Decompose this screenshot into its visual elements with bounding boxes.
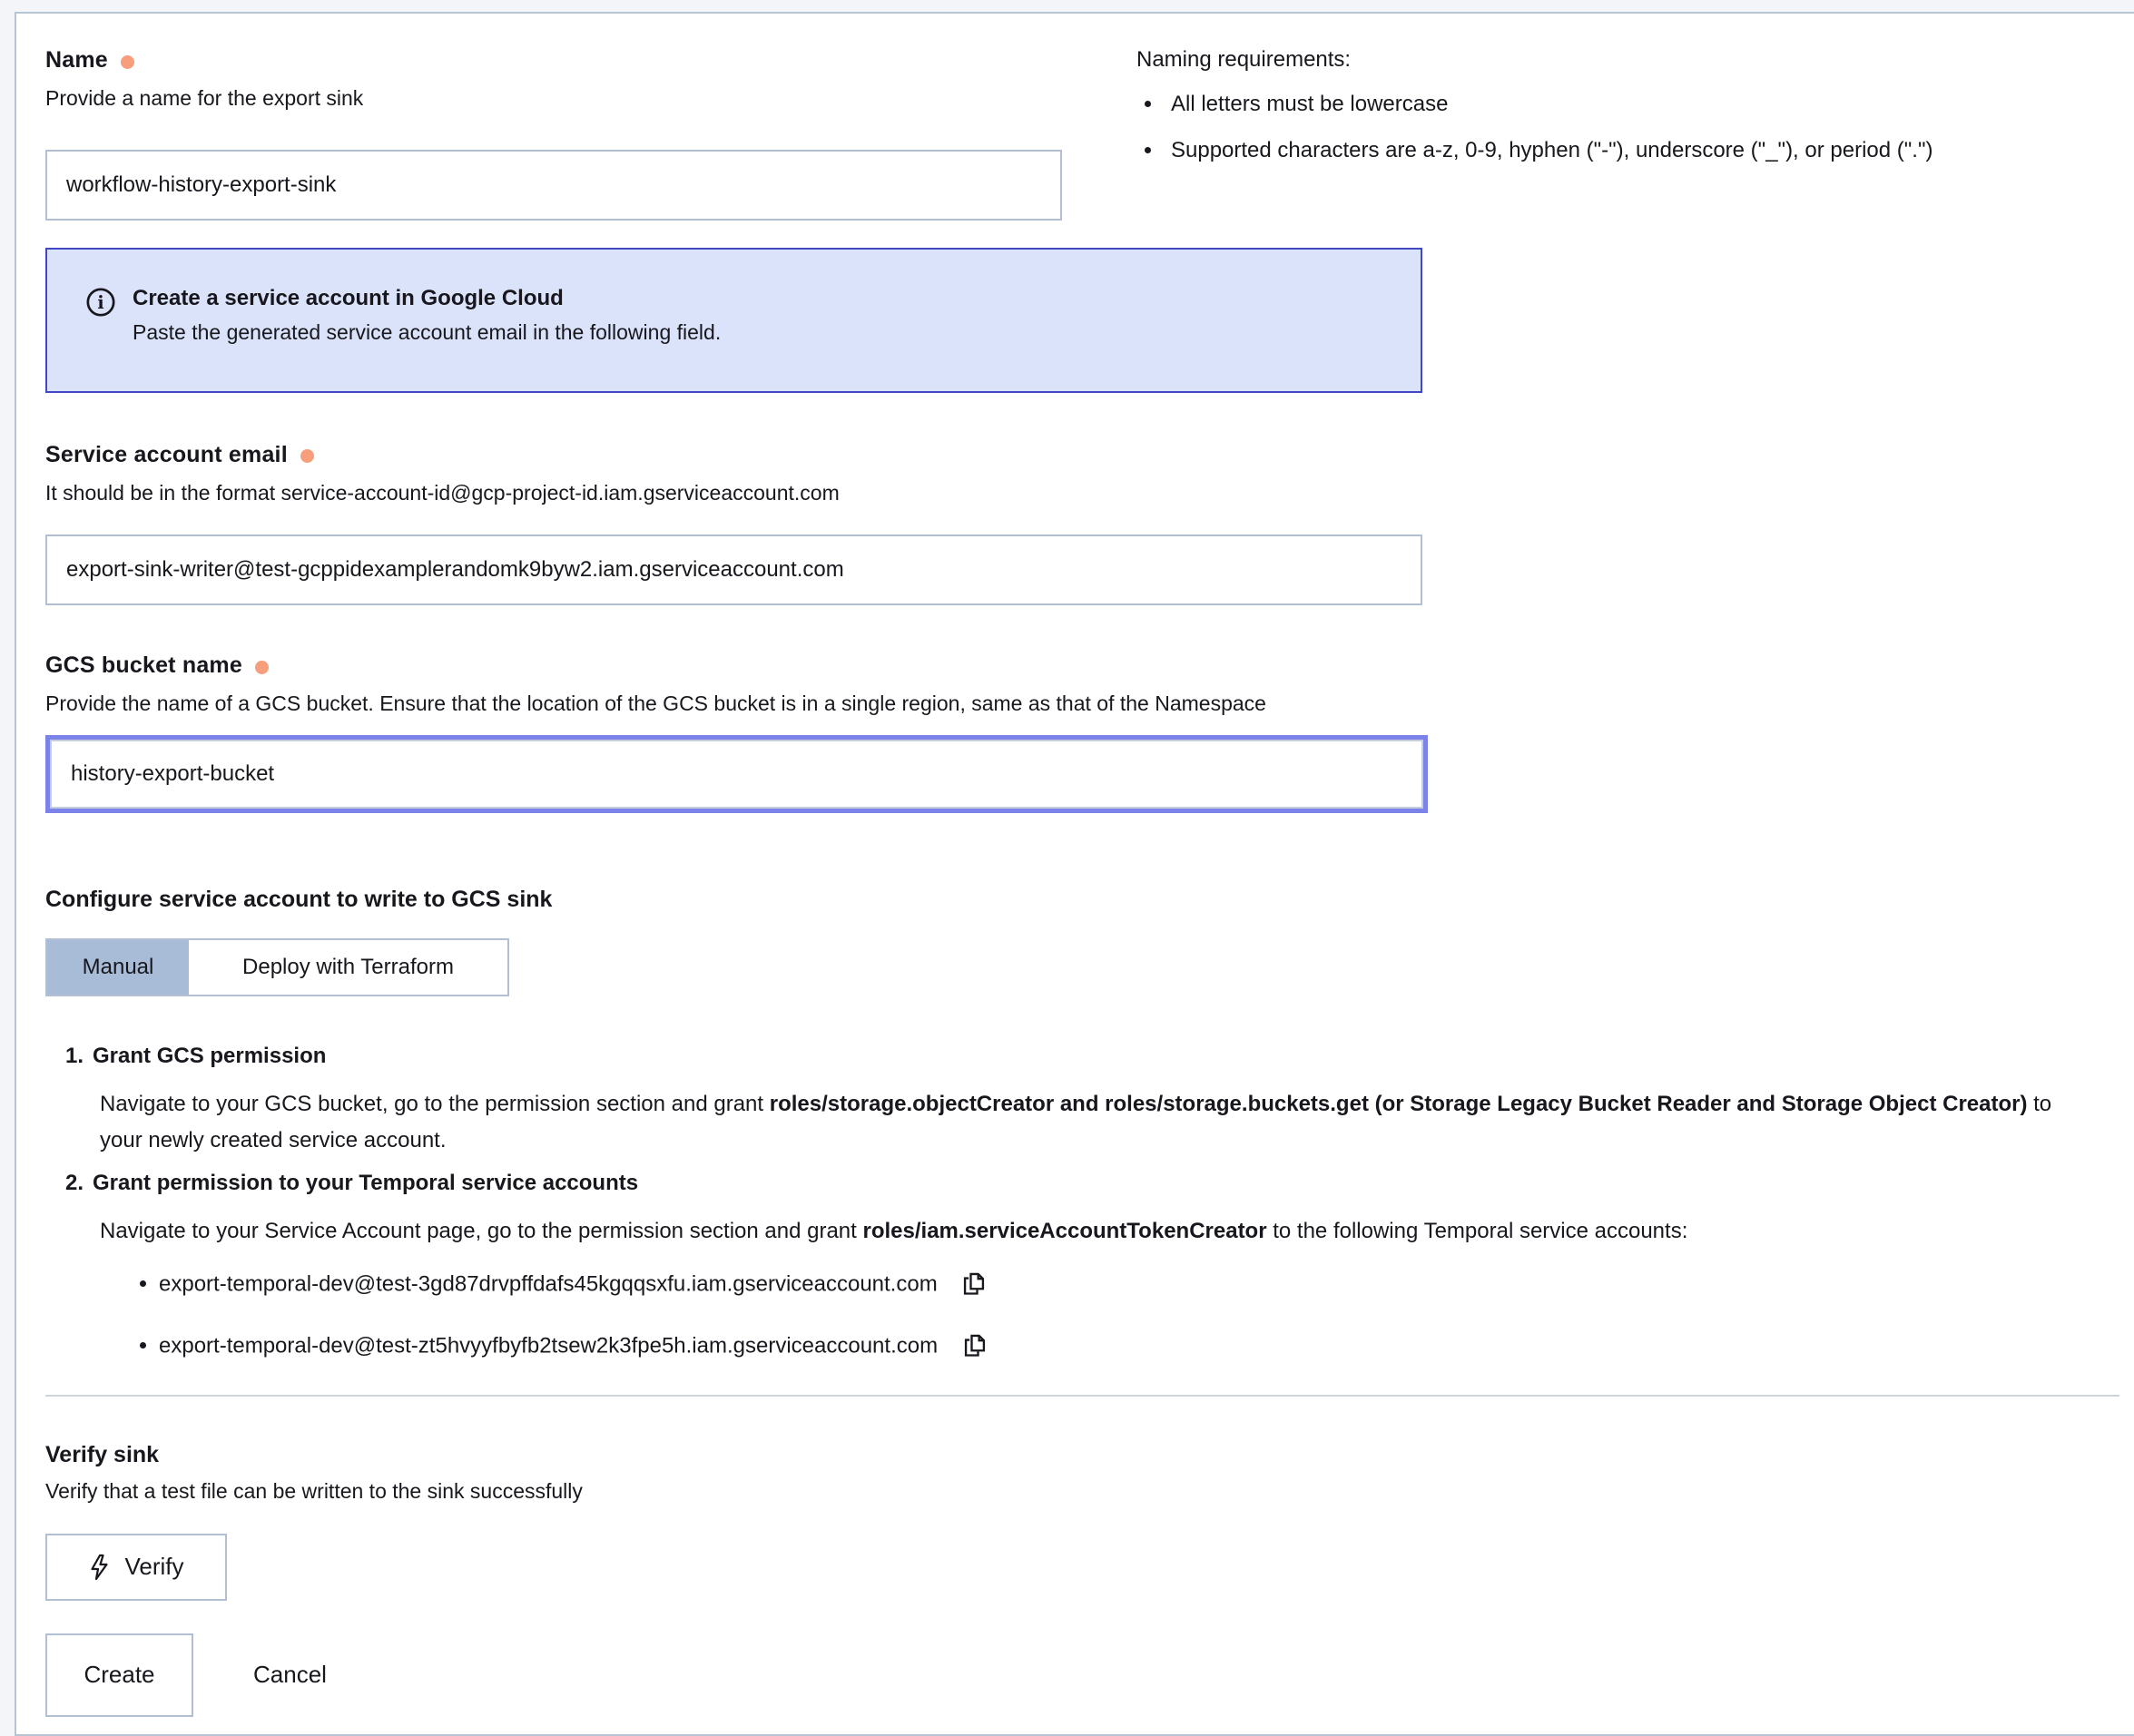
verify-sink-description: Verify that a test file can be written to the sink successfully xyxy=(45,1478,583,1503)
naming-requirements-title: Naming requirements: xyxy=(1136,47,1352,72)
service-account-label: Service account email xyxy=(45,441,288,467)
required-dot xyxy=(300,449,314,463)
manual-steps xyxy=(65,1044,2124,1366)
step-body: Navigate to your GCS bucket, go to the permission section and grant roles/storage.objectCreator and roles/storage.buckets.get (or Storage Legacy Bucket Reader and Storage Object Creator) to your newly created service account. xyxy=(100,1091,2052,1152)
info-circle-icon xyxy=(85,287,116,318)
required-dot xyxy=(255,661,269,674)
list-item xyxy=(159,1271,2070,1304)
step-grant-gcs-permission xyxy=(65,1044,2070,1158)
configure-section-heading: Configure service account to write to GCS sink xyxy=(45,886,553,912)
naming-requirement-item: • All letters must be lowercase xyxy=(1164,89,2124,120)
copy-button[interactable] xyxy=(961,1271,987,1297)
section-divider xyxy=(45,1395,2119,1397)
copy-icon xyxy=(962,1333,988,1358)
naming-requirements xyxy=(1136,45,2124,221)
naming-requirement-item: • Supported characters are a-z, 0-9, hyphen ("-"), underscore ("_"), or period (".") xyxy=(1164,135,2124,166)
name-field-block xyxy=(45,45,1062,221)
copy-button[interactable] xyxy=(962,1333,988,1358)
service-account-email-input[interactable] xyxy=(45,535,1422,605)
gcs-bucket-input[interactable] xyxy=(50,740,1423,809)
name-field-label: Name xyxy=(45,47,108,73)
required-dot xyxy=(121,55,134,69)
temporal-service-accounts-list xyxy=(133,1271,2070,1366)
temporal-service-account-email: export-temporal-dev@test-3gd87drvpffdafs45kgqqsxfu.iam.gserviceaccount.com xyxy=(159,1271,938,1297)
lightning-bolt-icon xyxy=(88,1554,110,1581)
step-body: Navigate to your Service Account page, go to the permission section and grant roles/iam.serviceAccountTokenCreator to the following Temporal service accounts: xyxy=(100,1219,1688,1244)
info-banner-title: Create a service account in Google Cloud xyxy=(133,285,564,310)
tab-manual[interactable]: Manual xyxy=(47,940,189,995)
step-number: 2. xyxy=(65,1171,84,1196)
gcs-bucket-label: GCS bucket name xyxy=(45,652,242,679)
verify-button[interactable] xyxy=(45,1534,227,1601)
step-number: 1. xyxy=(65,1043,84,1068)
copy-icon xyxy=(961,1271,987,1297)
info-banner-description: Paste the generated service account email in the following field. xyxy=(133,319,722,344)
list-item xyxy=(159,1333,2070,1366)
name-field-description: Provide a name for the export sink xyxy=(45,86,364,110)
service-account-field-block xyxy=(45,440,2124,606)
cancel-button[interactable]: Cancel xyxy=(253,1661,327,1689)
service-account-description: It should be in the format service-account-id@gcp-project-id.iam.gserviceaccount.com xyxy=(45,480,840,505)
name-input[interactable] xyxy=(45,150,1062,221)
svg-text:i: i xyxy=(97,291,104,313)
temporal-service-account-email: export-temporal-dev@test-zt5hvyyfbyfb2tsew2k3fpe5h.iam.gserviceaccount.com xyxy=(159,1333,939,1358)
gcs-bucket-description: Provide the name of a GCS bucket. Ensure that the location of the GCS bucket is in a single region, same as that of the Namespace xyxy=(45,691,1266,716)
create-button[interactable]: Create xyxy=(45,1633,193,1717)
step-grant-temporal-permission xyxy=(65,1171,2070,1250)
step-title: Grant permission to your Temporal service accounts xyxy=(93,1171,639,1196)
verify-button-label: Verify xyxy=(124,1553,184,1581)
step-title: Grant GCS permission xyxy=(93,1043,327,1068)
verify-sink-heading: Verify sink xyxy=(45,1441,160,1467)
gcs-bucket-field-block xyxy=(45,651,2124,809)
export-sink-form-panel xyxy=(15,12,2134,1736)
info-banner xyxy=(45,248,1422,393)
tab-deploy-with-terraform[interactable]: Deploy with Terraform xyxy=(189,940,507,995)
configure-tabs xyxy=(45,938,509,996)
